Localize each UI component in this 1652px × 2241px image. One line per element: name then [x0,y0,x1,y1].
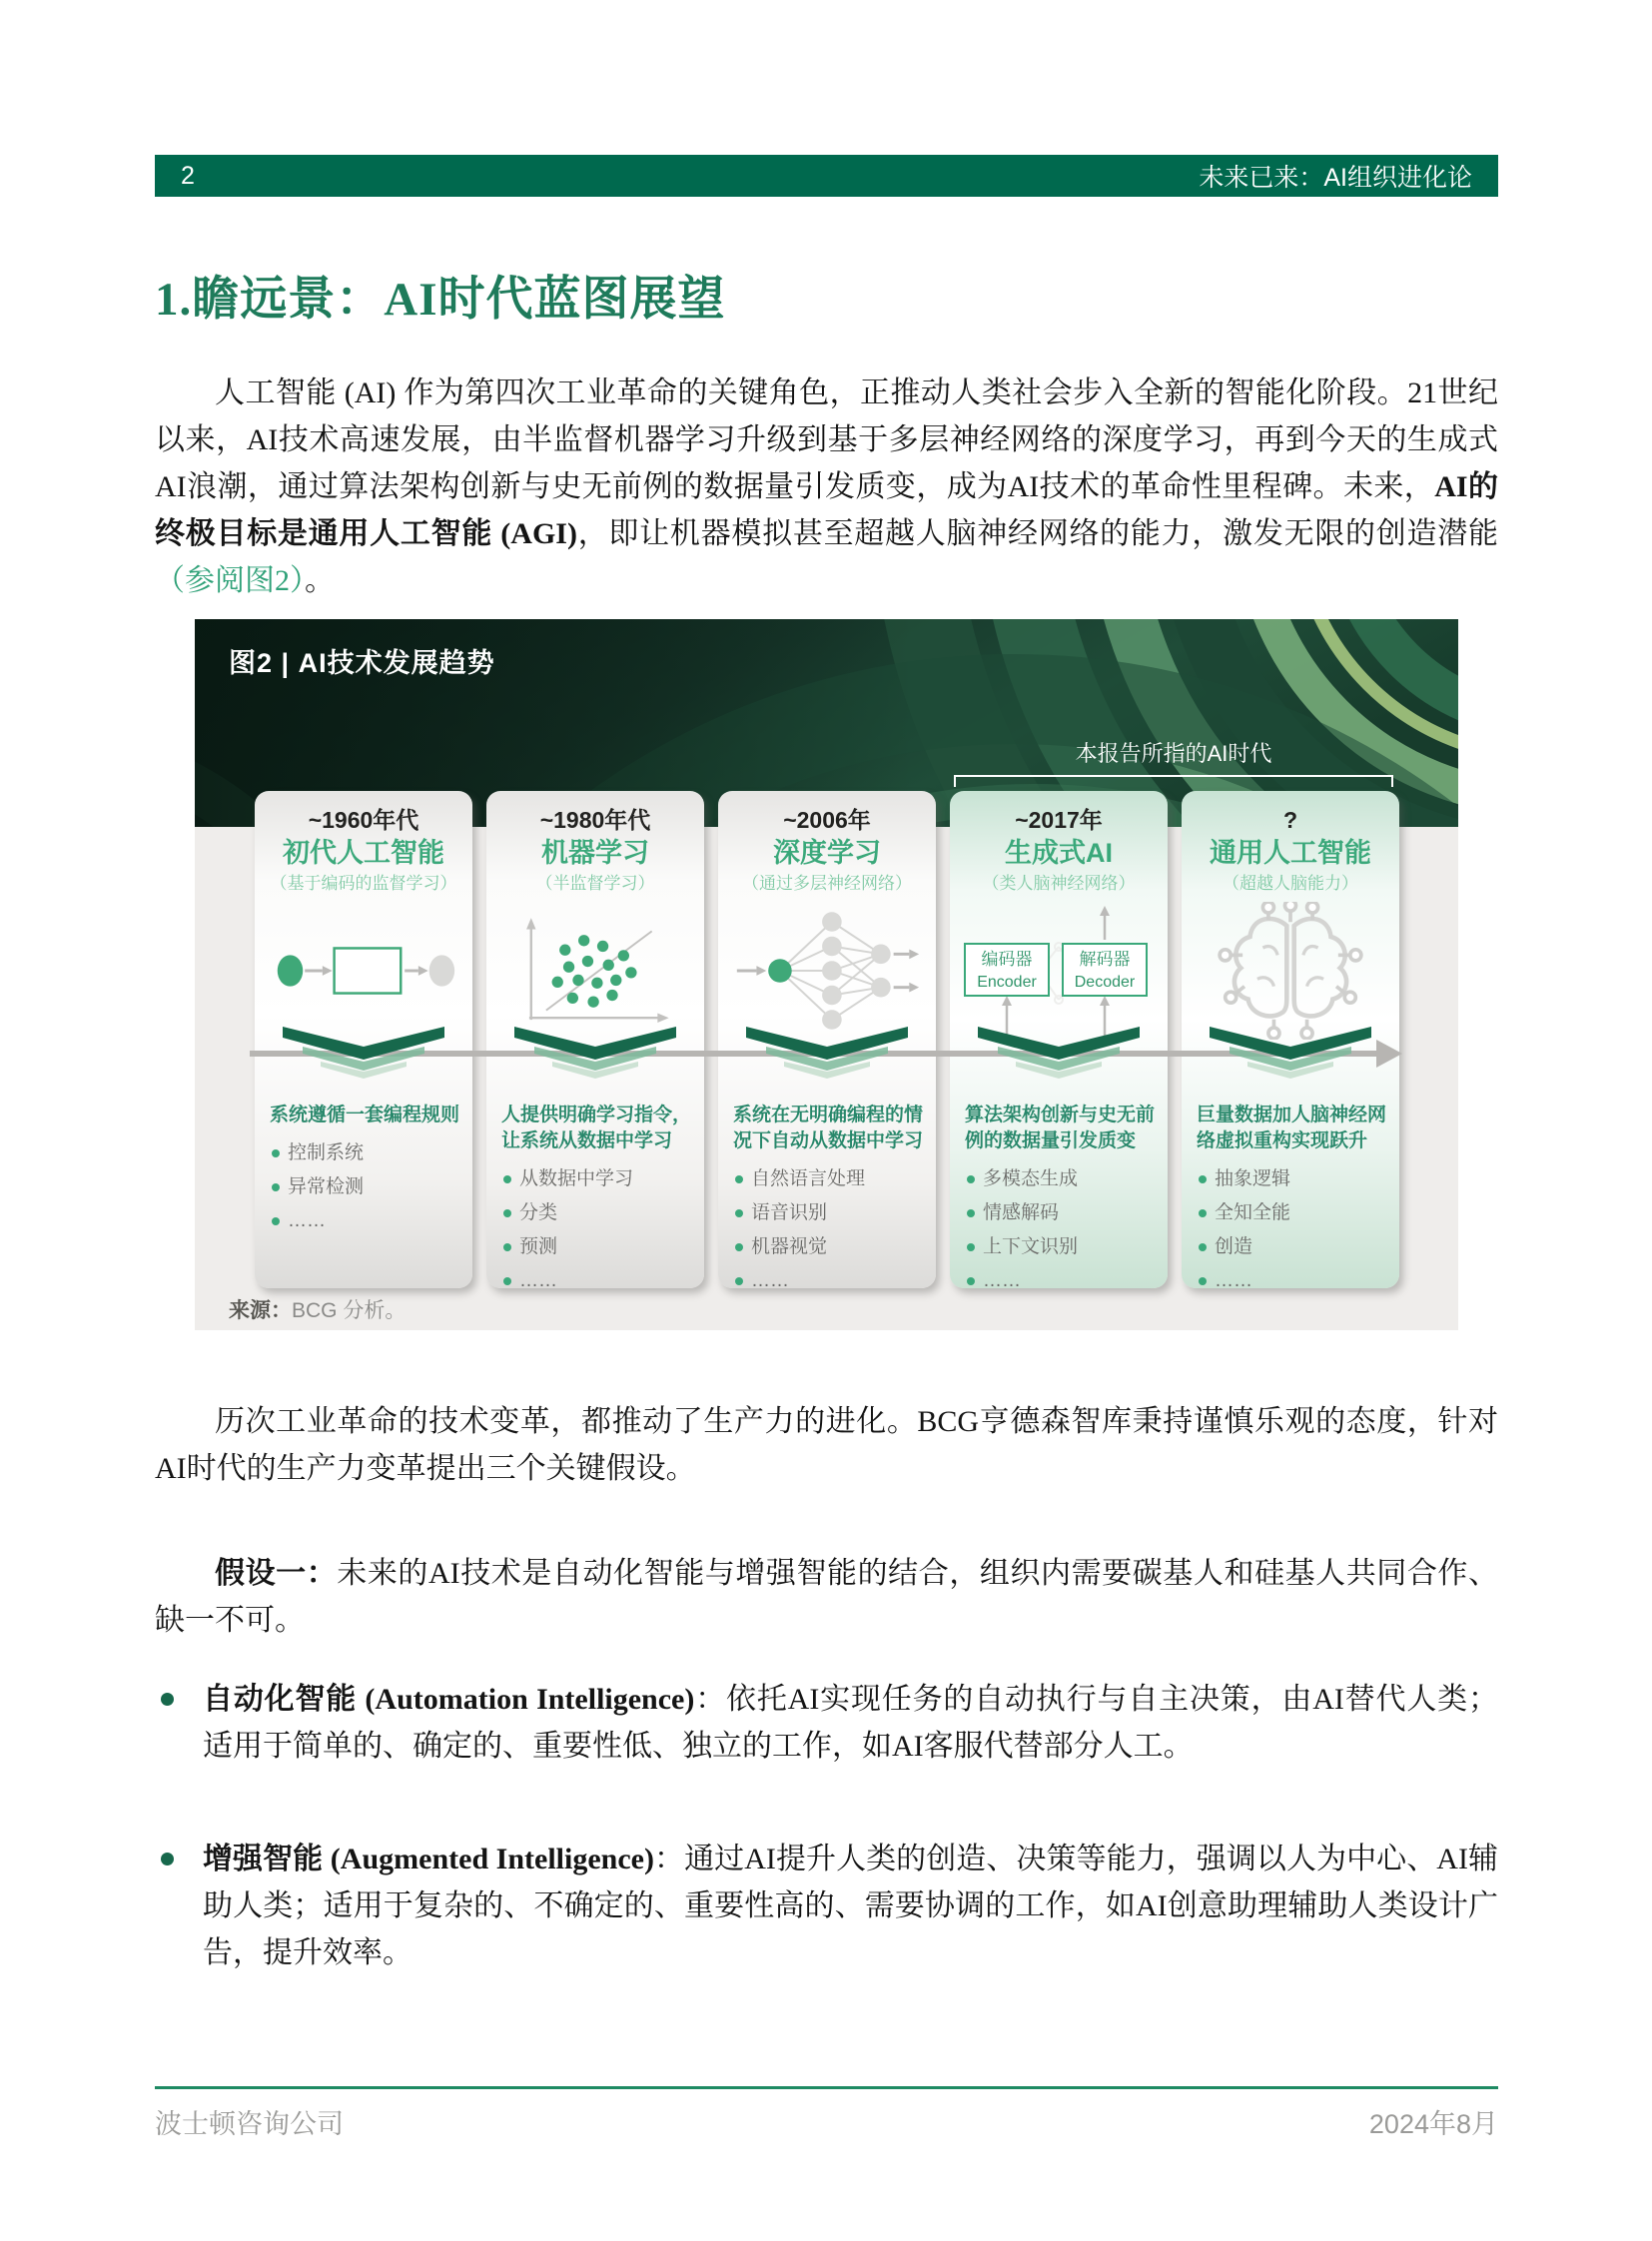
era-name: 生成式AI [1005,838,1113,868]
figure-title: 图2 | AI技术发展趋势 [229,648,495,678]
brain-circuit-icon [1182,900,1399,1042]
era-time: ? [1282,807,1298,833]
era-bracket [954,775,1393,787]
list-item: 情感解码 [965,1196,1159,1230]
bullet-dot-icon [161,1853,174,1866]
intro-paragraph: 人工智能 (AI) 作为第四次工业革命的关键角色，正推动人类社会步入全新的智能化阶段。21世纪以来，AI技术高速发展，由半监督机器学习升级到基于多层神经网络的深度学习，再到今天的生成式AI浪潮，通过算法架构创新与史无前例的数据量引发质变，成为AI技术的革命性里程碑。未来，AI的终极目标是通用人工智能 (AGI)，即让机器模拟甚至超越人脑神经网络的能力，激发无限的创造潜能（参阅图2）。 [155,376,1499,597]
description-title: 巨量数据加人脑神经网络虚拟重构实现跃升 [1197,1105,1387,1151]
card-header [950,791,1168,896]
svg-text:编码器: 编码器 [981,950,1033,969]
bullet-dot-icon [161,1693,174,1706]
description-title: 系统在无明确编程的情况下自动从数据中学习 [733,1105,924,1151]
list-item: 预测 [501,1230,695,1264]
source-text: BCG 分析。 [292,1299,407,1322]
card-header [486,791,704,896]
description-title: 人提供明确学习指令，让系统从数据中学习 [501,1105,692,1151]
bullet-automation-intelligence: 自动化智能 (Automation Intelligence)：依托AI实现任务的自动执行与自主决策，由AI替代人类；适用于简单的、确定的、重要性低、独立的工作，如AI客服代替部分人工。 [155,1676,1498,1770]
description-title: 算法架构创新与史无前例的数据量引发质变 [965,1105,1156,1151]
bullet-augmented-intelligence: 增强智能 (Augmented Intelligence)：通过AI提升人类的创造、决策等能力，强调以人为中心、AI辅助人类；适用于复杂的、不确定的、重要性高的、需要协调的工作，如AI创意助理辅助人类设计广告，提升效率。 [155,1836,1498,1976]
list-item: 全知全能 [1197,1196,1390,1230]
era-time: ~2006年 [783,807,871,833]
card-description [965,1103,1159,1288]
card-description [733,1103,927,1288]
list-item: 机器视觉 [733,1230,927,1264]
flow-diagram-icon [255,900,472,1042]
section-title: 1.瞻远景：AI时代蓝图展望 [155,274,726,326]
list-item: 自然语言处理 [733,1162,927,1196]
timeline-arrowhead-icon [1376,1040,1402,1068]
card-header [255,791,472,896]
chevron-down-icon [1206,1027,1375,1081]
list-item: 创造 [1197,1230,1390,1264]
description-list [270,1136,463,1238]
page-footer [155,2102,1498,2141]
list-item: 控制系统 [270,1136,463,1170]
era-subtitle: （类人脑神经网络） [982,874,1136,893]
era-name: 通用人工智能 [1210,838,1371,868]
paragraph-productivity: 历次工业革命的技术变革，都推动了生产力的进化。BCG亨德森智库秉持谨慎乐观的态度，针对AI时代的生产力变革提出三个关键假设。 [155,1405,1498,1485]
paragraph-hypothesis-1: 假设一：未来的AI技术是自动化智能与增强智能的结合，组织内需要碳基人和硅基人共同合作、缺一不可。 [155,1557,1499,1637]
hypothesis-bullet-list [155,1676,1498,2042]
neural-network-icon [718,900,936,1042]
svg-text:解码器: 解码器 [1079,950,1131,969]
era-subtitle: （半监督学习） [535,874,655,893]
list-item: 多模态生成 [965,1162,1159,1196]
list-item: …… [501,1264,695,1288]
era-name: 深度学习 [773,838,881,868]
scatter-plot-icon [486,900,704,1042]
list-item: 异常检测 [270,1170,463,1204]
figure-2-reference-link[interactable]: （参阅图2） [155,564,305,597]
chevron-down-icon [742,1027,912,1081]
page-number: 2 [181,161,195,190]
footer-company: 波士顿咨询公司 [155,2109,344,2139]
list-item: 从数据中学习 [501,1162,695,1196]
description-list [1197,1162,1390,1288]
source-label: 来源： [229,1299,292,1322]
figure-source [229,1294,406,1324]
card-header [718,791,936,896]
list-item: …… [733,1264,927,1288]
era-subtitle: （基于编码的监督学习） [270,874,457,893]
document-title: 未来已来：AI组织进化论 [1199,164,1472,192]
card-description [1197,1103,1390,1288]
svg-text:Decoder: Decoder [1074,974,1136,991]
list-item: …… [965,1264,1159,1288]
chevron-down-icon [974,1027,1144,1081]
list-item: …… [1197,1264,1390,1288]
era-subtitle: （通过多层神经网络） [742,874,912,893]
era-name: 初代人工智能 [283,838,444,868]
chevron-down-icon [279,1027,448,1081]
description-list [965,1162,1159,1288]
era-time: ~2017年 [1015,807,1103,833]
svg-text:Encoder: Encoder [977,974,1037,991]
footer-divider [155,2086,1498,2089]
list-item: 上下文识别 [965,1230,1159,1264]
era-time: ~1980年代 [539,807,651,833]
chevron-down-icon [510,1027,680,1081]
list-item: …… [270,1204,463,1238]
card-description [270,1103,463,1238]
encoder-decoder-icon [950,900,1168,1042]
figure-2 [195,619,1458,1330]
era-time: ~1960年代 [308,807,419,833]
description-list [501,1162,695,1288]
list-item: 分类 [501,1196,695,1230]
page-header-bar [155,155,1498,197]
list-item: 抽象逻辑 [1197,1162,1390,1196]
list-item: 语音识别 [733,1196,927,1230]
era-name: 机器学习 [541,838,649,868]
description-list [733,1162,927,1288]
era-label: 本报告所指的AI时代 [1075,741,1272,766]
era-subtitle: （超越人脑能力） [1223,874,1358,893]
description-title: 系统遵循一套编程规则 [270,1105,460,1125]
footer-date: 2024年8月 [1368,2109,1498,2139]
card-header [1182,791,1399,896]
card-description [501,1103,695,1288]
